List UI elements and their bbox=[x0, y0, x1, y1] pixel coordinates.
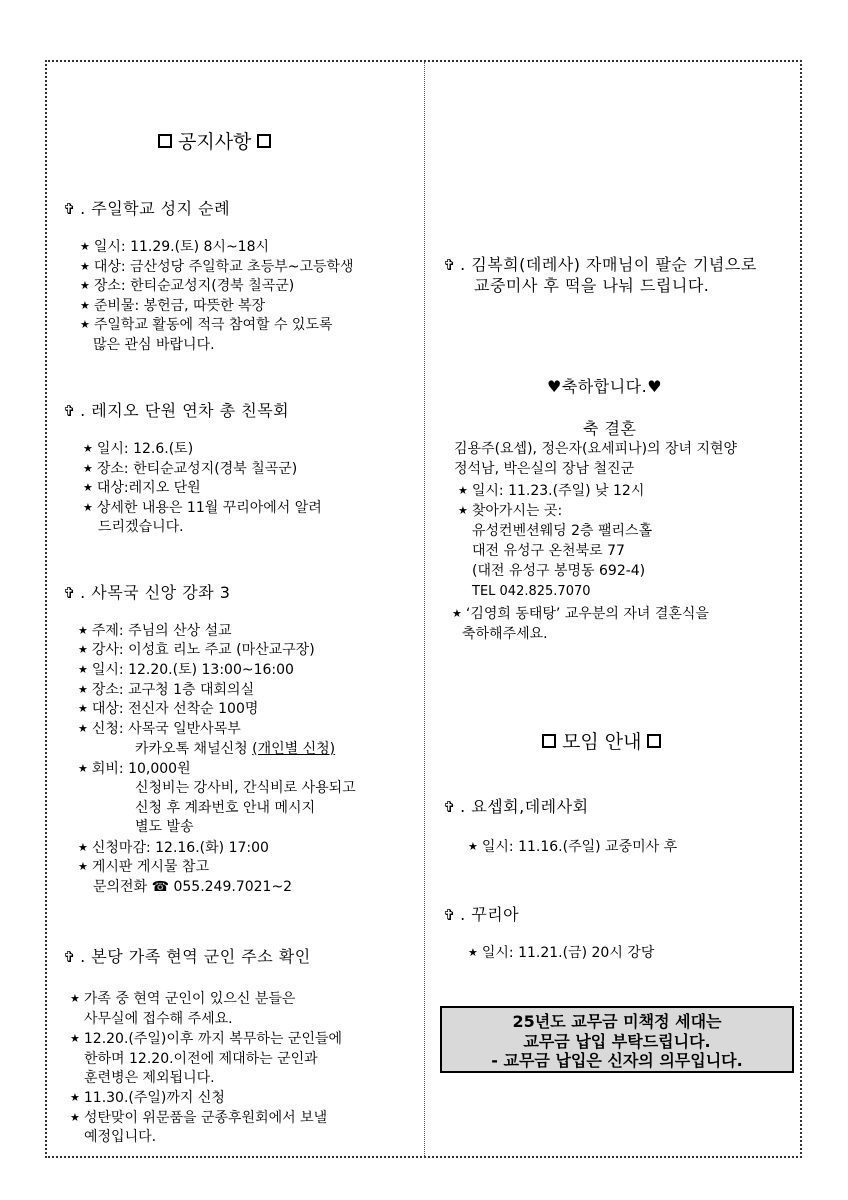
section-heading-soldiers: ✞ . 본당 가족 현역 군인 주소 확인 bbox=[63, 947, 311, 966]
list-item-continued: 신청 후 계좌번호 안내 메시지 bbox=[135, 800, 316, 816]
list-item: ★ 장소: 한티순교성지(경북 칠곡군) bbox=[80, 278, 295, 294]
list-item: ★ 대상:레지오 단원 bbox=[83, 480, 201, 496]
section-heading-lecture: ✞ . 사목국 신앙 강좌 3 bbox=[63, 583, 231, 602]
square-icon bbox=[542, 734, 556, 748]
anniversary-notice: ✞ . 김복희(데레사) 자매님이 팔순 기념으로 bbox=[443, 255, 757, 274]
list-item: ★ 장소: 교구청 1층 대회의실 bbox=[78, 682, 255, 698]
list-item: ★ 준비물: 봉헌금, 따뜻한 복장 bbox=[80, 298, 266, 314]
cross-icon: ✞ bbox=[63, 402, 77, 420]
congrats-phone: TEL 042.825.7070 bbox=[472, 584, 591, 599]
list-item: ★ 11.30.(주일)까지 신청 bbox=[70, 1090, 225, 1106]
list-item: ★ 일시: 11.29.(토) 8시~18시 bbox=[80, 239, 270, 255]
list-item: ★ 일시: 11.16.(주일) 교중미사 후 bbox=[468, 839, 678, 855]
anniversary-notice-line2: 교중미사 후 떡을 나눠 드립니다. bbox=[474, 276, 710, 295]
list-item: ★ 회비: 10,000원 bbox=[78, 761, 191, 777]
list-item: ★ 일시: 12.6.(토) bbox=[83, 441, 194, 457]
list-item-continued: 한하며 12.20.이전에 제대하는 군인과 bbox=[84, 1051, 318, 1067]
square-icon bbox=[257, 134, 271, 148]
square-icon bbox=[158, 134, 172, 148]
cross-icon: ✞ bbox=[443, 906, 457, 924]
congrats-line: (대전 유성구 봉명동 692-4) bbox=[472, 563, 646, 579]
list-item: ★ 대상: 전신자 선착순 100명 bbox=[78, 701, 259, 717]
list-item: ★ 성탄맞이 위문품을 군종후원회에서 보낼 bbox=[70, 1110, 328, 1126]
congrats-title: ♥축하합니다.♥ bbox=[547, 377, 663, 396]
list-item: ★ 일시: 12.20.(토) 13:00~16:00 bbox=[78, 662, 294, 678]
section-heading-curia: ✞ . 꾸리아 bbox=[443, 905, 520, 924]
congrats-line: ★ 일시: 11.23.(주일) 낮 12시 bbox=[458, 483, 645, 499]
list-item: ★ 주일학교 활동에 적극 참여할 수 있도록 bbox=[80, 317, 333, 333]
list-item: ★ 신청마감: 12.16.(화) 17:00 bbox=[78, 840, 269, 856]
list-item: ★ 대상: 금산성당 주일학교 초등부~고등학생 bbox=[80, 259, 354, 275]
list-item-continued: 드리겠습니다. bbox=[98, 519, 184, 535]
section-heading-legio: ✞ . 레지오 단원 연차 총 친목회 bbox=[63, 401, 290, 420]
list-item-continued: 문의전화 ☎ 055.249.7021~2 bbox=[93, 879, 293, 895]
list-item: ★ 일시: 11.21.(금) 20시 강당 bbox=[468, 945, 655, 961]
congrats-line: 축하해주세요. bbox=[462, 626, 548, 642]
congrats-line: 유성컨벤션웨딩 2층 팰리스홀 bbox=[472, 523, 653, 539]
list-item-continued: 신청비는 강사비, 간식비로 사용되고 bbox=[135, 780, 356, 796]
phone-icon: ☎ bbox=[151, 879, 170, 895]
section-heading-joseph: ✞ . 요셉회,데레사회 bbox=[443, 797, 589, 816]
cross-icon: ✞ bbox=[63, 200, 77, 218]
meeting-title: 모임 안내 bbox=[536, 727, 667, 754]
congrats-line: ★ ‘김영희 동태탕’ 교우분의 자녀 결혼식을 bbox=[452, 606, 709, 622]
list-item: ★ 장소: 한티순교성지(경북 칠곡군) bbox=[83, 461, 298, 477]
list-item: ★ 주제: 주님의 산상 설교 bbox=[78, 623, 232, 639]
congrats-line: 정석남, 박은실의 장남 철진군 bbox=[454, 461, 635, 477]
list-item: ★ 신청: 사목국 일반사목부 bbox=[78, 721, 241, 737]
list-item: ★ 게시판 게시물 참고 bbox=[78, 859, 209, 875]
square-icon bbox=[647, 734, 661, 748]
list-item-continued: 훈련병은 제외됩니다. bbox=[84, 1070, 215, 1086]
congrats-line: 김용주(요셉), 정은자(요세피나)의 장녀 지현양 bbox=[454, 441, 738, 457]
list-item-continued: 예정입니다. bbox=[84, 1129, 157, 1145]
box-line: 교무금 납입 부탁드립니다. bbox=[523, 1031, 711, 1051]
section-heading-pilgrimage: ✞ . 주일학교 성지 순례 bbox=[63, 199, 231, 218]
cross-icon: ✞ bbox=[443, 798, 457, 816]
cross-icon: ✞ bbox=[63, 948, 77, 966]
list-item: ★ 가족 중 현역 군인이 있으신 분들은 bbox=[70, 991, 296, 1007]
cross-icon: ✞ bbox=[443, 256, 457, 274]
congrats-line: 대전 유성구 온천북로 77 bbox=[472, 543, 625, 559]
column-divider bbox=[424, 62, 425, 1156]
list-item: ★ 강사: 이성효 리노 주교 (마산교구장) bbox=[78, 642, 315, 658]
cross-icon: ✞ bbox=[63, 584, 77, 602]
list-item: ★ 상세한 내용은 11월 꾸리아에서 알려 bbox=[83, 500, 322, 516]
box-line: - 교무금 납입은 신자의 의무입니다. bbox=[491, 1051, 743, 1070]
list-item-continued: 카카오톡 채널신청 (개인별 신청) bbox=[135, 741, 336, 757]
congrats-subtitle: 축 결혼 bbox=[583, 419, 637, 438]
list-item-continued: 별도 발송 bbox=[135, 819, 194, 835]
notice-title: 공지사항 bbox=[152, 127, 277, 154]
list-item-continued: 많은 관심 바랍니다. bbox=[93, 337, 215, 353]
contribution-notice-box bbox=[440, 1006, 794, 1073]
list-item-continued: 사무실에 접수해 주세요. bbox=[84, 1011, 233, 1027]
congrats-line: ★ 찾아가시는 곳: bbox=[458, 503, 563, 519]
box-line: 25년도 교무금 미책정 세대는 bbox=[512, 1012, 722, 1031]
list-item: ★ 12.20.(주일)이후 까지 복무하는 군인들에 bbox=[70, 1031, 343, 1047]
